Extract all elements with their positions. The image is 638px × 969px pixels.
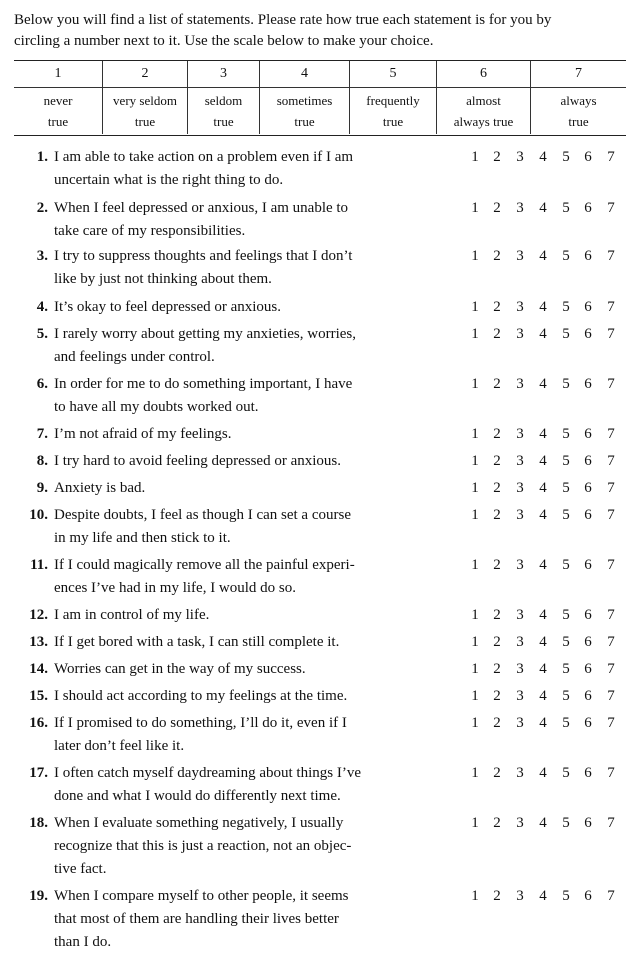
rating-option[interactable]: 3	[516, 765, 524, 781]
rating-option[interactable]: 6	[584, 149, 592, 165]
rating-option[interactable]: 4	[539, 507, 547, 523]
rating-option[interactable]: 1	[471, 248, 479, 264]
scale-label-row	[14, 88, 626, 134]
rating-option[interactable]: 7	[607, 661, 615, 677]
statement-text	[54, 885, 426, 954]
rating-options	[464, 296, 614, 319]
rating-option[interactable]: 5	[562, 715, 570, 731]
rating-option[interactable]: 6	[584, 248, 592, 264]
rating-option[interactable]: 4	[539, 557, 547, 573]
statement-text-line: I should act according to my feelings at the time.	[54, 688, 348, 704]
rating-options	[464, 323, 614, 346]
rating-option[interactable]: 5	[562, 376, 570, 392]
rating-option[interactable]: 1	[471, 326, 479, 342]
rating-option[interactable]: 3	[516, 634, 524, 650]
rating-option[interactable]: 2	[493, 507, 501, 523]
rating-option[interactable]: 7	[607, 248, 615, 264]
statement-text	[54, 631, 426, 654]
scale-label-line: true	[568, 114, 589, 129]
statement-text-line: It’s okay to feel depressed or anxious.	[54, 299, 282, 315]
statement-text-line: I am able to take action on a problem even if I am	[54, 149, 354, 165]
scale-label	[259, 88, 349, 134]
rating-option[interactable]: 4	[539, 715, 547, 731]
statement-text	[54, 762, 426, 808]
statement-text-line: take care of my responsibilities.	[54, 223, 246, 239]
rating-option[interactable]: 7	[607, 634, 615, 650]
rating-option[interactable]: 3	[516, 299, 524, 315]
rating-option[interactable]: 4	[539, 453, 547, 469]
statement-number: 19.	[29, 888, 48, 904]
statement-text-line: I often catch myself daydreaming about things I’ve	[54, 765, 361, 781]
scale-label	[187, 88, 259, 134]
scale-label-line: always true	[453, 114, 514, 129]
rating-option[interactable]: 3	[516, 200, 524, 216]
rating-option[interactable]: 2	[493, 453, 501, 469]
scale-label-line: frequently	[366, 93, 420, 108]
statement-text	[54, 245, 426, 291]
rating-options	[464, 604, 614, 627]
scale-label	[14, 88, 102, 134]
rating-option[interactable]: 6	[584, 426, 592, 442]
statement-text	[54, 450, 426, 473]
statement-text-line: If I get bored with a task, I can still complete it.	[54, 634, 340, 650]
rating-option[interactable]: 4	[539, 426, 547, 442]
rating-option[interactable]: 4	[539, 815, 547, 831]
rating-option[interactable]: 2	[493, 765, 501, 781]
rating-option[interactable]: 2	[493, 426, 501, 442]
scale-label-line: true	[47, 114, 69, 129]
rating-option[interactable]: 4	[539, 634, 547, 650]
rating-option[interactable]: 3	[516, 607, 524, 623]
rating-option[interactable]: 5	[562, 326, 570, 342]
rating-option[interactable]: 6	[584, 326, 592, 342]
rating-option[interactable]: 1	[471, 634, 479, 650]
statement-text	[54, 685, 426, 708]
rating-option[interactable]: 2	[493, 607, 501, 623]
rating-option[interactable]: 1	[471, 688, 479, 704]
rating-options	[464, 450, 614, 473]
rating-option[interactable]: 4	[539, 480, 547, 496]
scale-label-line: always	[560, 93, 597, 108]
statement-text-line: In order for me to do something important, I have	[54, 376, 353, 392]
scale-label-line: never	[43, 93, 73, 108]
statement-text-line: in my life and then stick to it.	[54, 530, 231, 546]
rating-option[interactable]: 3	[516, 326, 524, 342]
statement-text-line: Worries can get in the way of my success.	[54, 661, 306, 677]
rating-options	[464, 685, 614, 708]
rating-option[interactable]: 3	[516, 480, 524, 496]
rating-option[interactable]: 5	[562, 815, 570, 831]
rating-option[interactable]: 2	[493, 815, 501, 831]
rating-option[interactable]: 1	[471, 765, 479, 781]
statement-number: 4.	[36, 299, 48, 315]
scale-number-row	[14, 61, 626, 88]
rating-option[interactable]: 3	[516, 248, 524, 264]
rating-option[interactable]: 6	[584, 888, 592, 904]
rating-option[interactable]: 3	[516, 507, 524, 523]
statement-text	[54, 296, 426, 319]
scale-label-line: seldom	[204, 93, 243, 108]
rating-option[interactable]: 7	[607, 557, 615, 573]
rating-option[interactable]: 6	[584, 661, 592, 677]
rating-option[interactable]: 3	[516, 149, 524, 165]
rating-option[interactable]: 4	[539, 149, 547, 165]
rating-option[interactable]: 1	[471, 376, 479, 392]
statement-text-line: I try hard to avoid feeling depressed or anxious.	[54, 453, 341, 469]
rating-options	[464, 146, 614, 169]
rating-option[interactable]: 2	[493, 299, 501, 315]
statement-text	[54, 604, 426, 627]
rating-option[interactable]: 2	[493, 326, 501, 342]
rating-option[interactable]: 2	[493, 634, 501, 650]
statement-text-line: If I could magically remove all the painful experi-	[54, 557, 355, 573]
scale-number: 7	[530, 61, 626, 87]
rating-option[interactable]: 7	[607, 507, 615, 523]
rating-option[interactable]: 3	[516, 453, 524, 469]
rating-option[interactable]: 5	[562, 557, 570, 573]
instructions	[14, 10, 626, 52]
rating-option[interactable]: 7	[607, 326, 615, 342]
rating-option[interactable]: 5	[562, 507, 570, 523]
statement-text-line: I rarely worry about getting my anxieties, worries,	[54, 326, 356, 342]
scale-label	[102, 88, 187, 134]
statement-text-line: later don’t feel like it.	[54, 738, 185, 754]
rating-option[interactable]: 5	[562, 634, 570, 650]
rating-option[interactable]: 5	[562, 480, 570, 496]
statement-number: 3.	[36, 248, 48, 264]
statement-number: 16.	[29, 715, 48, 731]
statement-number: 18.	[29, 815, 48, 831]
rating-option[interactable]: 4	[539, 661, 547, 677]
rating-option[interactable]: 6	[584, 299, 592, 315]
rating-option[interactable]: 7	[607, 299, 615, 315]
statement-text-line: I’m not afraid of my feelings.	[54, 426, 232, 442]
rating-option[interactable]: 1	[471, 815, 479, 831]
statement-text-line: I am in control of my life.	[54, 607, 210, 623]
rating-option[interactable]: 4	[539, 326, 547, 342]
rating-option[interactable]: 6	[584, 453, 592, 469]
rating-option[interactable]: 4	[539, 248, 547, 264]
statement-text-line: Anxiety is bad.	[54, 480, 146, 496]
statement-text-line: to have all my doubts worked out.	[54, 399, 259, 415]
rating-option[interactable]: 2	[493, 888, 501, 904]
rating-option[interactable]: 4	[539, 688, 547, 704]
statement-text-line: tive fact.	[54, 861, 107, 877]
rating-option[interactable]: 1	[471, 453, 479, 469]
rating-option[interactable]: 5	[562, 765, 570, 781]
rating-option[interactable]: 4	[539, 200, 547, 216]
statement-text	[54, 323, 426, 369]
statement-number: 9.	[36, 480, 48, 496]
rating-option[interactable]: 1	[471, 507, 479, 523]
rating-option[interactable]: 5	[562, 299, 570, 315]
statement-text-line: Despite doubts, I feel as though I can set a course	[54, 507, 351, 523]
rating-options	[464, 423, 614, 446]
scale-number: 4	[259, 61, 349, 87]
rating-option[interactable]: 1	[471, 149, 479, 165]
rating-options	[464, 631, 614, 654]
scale-label-line: true	[213, 114, 234, 129]
rating-option[interactable]: 1	[471, 888, 479, 904]
rating-option[interactable]: 2	[493, 376, 501, 392]
rating-options	[464, 504, 614, 527]
rating-options	[464, 197, 614, 220]
scale-number: 2	[102, 61, 187, 87]
statement-text-line: than I do.	[54, 934, 112, 950]
instructions-line: circling a number next to it. Use the scale below to make your choice.	[14, 33, 434, 49]
rating-options	[464, 812, 614, 835]
statement-number: 7.	[36, 426, 48, 442]
scale-label-line: sometimes	[276, 93, 333, 108]
rating-option[interactable]: 3	[516, 888, 524, 904]
rating-option[interactable]: 5	[562, 607, 570, 623]
rating-options	[464, 762, 614, 785]
rating-option[interactable]: 5	[562, 426, 570, 442]
statement-text-line: If I promised to do something, I’ll do it, even if I	[54, 715, 347, 731]
rating-scale-table	[14, 60, 626, 136]
scale-label	[436, 88, 530, 134]
rating-option[interactable]: 2	[493, 200, 501, 216]
rating-option[interactable]: 2	[493, 480, 501, 496]
scale-label-line: almost	[466, 93, 501, 108]
rating-option[interactable]: 7	[607, 200, 615, 216]
statement-text-line: When I feel depressed or anxious, I am unable to	[54, 200, 349, 216]
rating-option[interactable]: 4	[539, 376, 547, 392]
rating-option[interactable]: 1	[471, 200, 479, 216]
rating-option[interactable]: 4	[539, 765, 547, 781]
rating-option[interactable]: 5	[562, 688, 570, 704]
rating-option[interactable]: 3	[516, 661, 524, 677]
statement-number: 13.	[29, 634, 48, 650]
rating-option[interactable]: 7	[607, 149, 615, 165]
rating-option[interactable]: 3	[516, 426, 524, 442]
rating-option[interactable]: 1	[471, 715, 479, 731]
scale-label-line: very seldom	[113, 93, 177, 108]
rating-option[interactable]: 7	[607, 815, 615, 831]
statement-text-line: uncertain what is the right thing to do.	[54, 172, 284, 188]
statement-text-line: like by just not thinking about them.	[54, 271, 272, 287]
rating-option[interactable]: 7	[607, 607, 615, 623]
rating-option[interactable]: 6	[584, 765, 592, 781]
rating-option[interactable]: 5	[562, 200, 570, 216]
statement-text-line: When I compare myself to other people, it seems	[54, 888, 349, 904]
statement-text	[54, 373, 426, 419]
statement-number: 11.	[30, 557, 48, 573]
rating-option[interactable]: 6	[584, 688, 592, 704]
rating-option[interactable]: 6	[584, 715, 592, 731]
rating-option[interactable]: 1	[471, 661, 479, 677]
scale-number: 3	[187, 61, 259, 87]
rating-option[interactable]: 2	[493, 149, 501, 165]
rating-options	[464, 554, 614, 577]
statement-text-line: recognize that this is just a reaction, not an objec-	[54, 838, 352, 854]
statement-number: 15.	[29, 688, 48, 704]
rating-option[interactable]: 6	[584, 376, 592, 392]
rating-option[interactable]: 7	[607, 688, 615, 704]
rating-option[interactable]: 3	[516, 557, 524, 573]
rating-option[interactable]: 7	[607, 426, 615, 442]
rating-option[interactable]: 1	[471, 299, 479, 315]
statement-number: 17.	[29, 765, 48, 781]
rating-option[interactable]: 2	[493, 688, 501, 704]
rating-option[interactable]: 7	[607, 765, 615, 781]
rating-option[interactable]: 5	[562, 888, 570, 904]
rating-option[interactable]: 6	[584, 557, 592, 573]
rating-option[interactable]: 3	[516, 815, 524, 831]
rating-options	[464, 712, 614, 735]
statement-text-line: When I evaluate something negatively, I usually	[54, 815, 344, 831]
statement-text	[54, 658, 426, 681]
rating-options	[464, 658, 614, 681]
statement-text	[54, 423, 426, 446]
rating-option[interactable]: 6	[584, 607, 592, 623]
rating-option[interactable]: 1	[471, 426, 479, 442]
rating-option[interactable]: 2	[493, 661, 501, 677]
rating-options	[464, 373, 614, 396]
statement-text	[54, 477, 426, 500]
rating-option[interactable]: 6	[584, 815, 592, 831]
rating-option[interactable]: 1	[471, 607, 479, 623]
statement-text-line: done and what I would do differently next time.	[54, 788, 341, 804]
rating-option[interactable]: 2	[493, 248, 501, 264]
scale-label	[530, 88, 626, 134]
statement-text	[54, 712, 426, 758]
instructions-line: Below you will find a list of statements. Please rate how true each statement is for you by	[14, 12, 552, 28]
rating-option[interactable]: 3	[516, 715, 524, 731]
rating-option[interactable]: 4	[539, 607, 547, 623]
rating-option[interactable]: 3	[516, 688, 524, 704]
rating-option[interactable]: 7	[607, 480, 615, 496]
statement-text	[54, 504, 426, 550]
statement-number: 14.	[29, 661, 48, 677]
scale-label	[349, 88, 436, 134]
statement-text	[54, 146, 426, 192]
rating-option[interactable]: 2	[493, 557, 501, 573]
statement-text-line: that most of them are handling their lives better	[54, 911, 339, 927]
rating-option[interactable]: 7	[607, 376, 615, 392]
statement-number: 12.	[29, 607, 48, 623]
scale-number: 5	[349, 61, 436, 87]
rating-option[interactable]: 5	[562, 453, 570, 469]
rating-option[interactable]: 7	[607, 888, 615, 904]
statement-number: 5.	[36, 326, 48, 342]
statement-text	[54, 197, 426, 243]
statement-number: 10.	[29, 507, 48, 523]
rating-option[interactable]: 2	[493, 715, 501, 731]
rating-option[interactable]: 4	[539, 299, 547, 315]
scale-label-line: true	[134, 114, 156, 129]
scale-label-line: true	[294, 114, 315, 129]
rating-option[interactable]: 5	[562, 149, 570, 165]
rating-option[interactable]: 3	[516, 376, 524, 392]
statement-number: 2.	[36, 200, 48, 216]
rating-option[interactable]: 6	[584, 200, 592, 216]
rating-option[interactable]: 6	[584, 507, 592, 523]
rating-option[interactable]: 5	[562, 661, 570, 677]
rating-option[interactable]: 7	[607, 715, 615, 731]
scale-number: 6	[436, 61, 530, 87]
rating-options	[464, 245, 614, 268]
statement-number: 8.	[36, 453, 48, 469]
rating-option[interactable]: 4	[539, 888, 547, 904]
rating-options	[464, 477, 614, 500]
statement-text	[54, 554, 426, 600]
rating-option[interactable]: 1	[471, 480, 479, 496]
scale-label-line: true	[382, 114, 404, 129]
statement-number: 1.	[36, 149, 48, 165]
rating-option[interactable]: 7	[607, 453, 615, 469]
statement-text	[54, 812, 426, 881]
statement-text-line: I try to suppress thoughts and feelings that I don’t	[54, 248, 353, 264]
rating-option[interactable]: 5	[562, 248, 570, 264]
statement-number: 6.	[36, 376, 48, 392]
scale-number: 1	[54, 66, 62, 81]
rating-option[interactable]: 1	[471, 557, 479, 573]
rating-option[interactable]: 6	[584, 480, 592, 496]
rating-option[interactable]: 6	[584, 634, 592, 650]
statement-text-line: ences I’ve had in my life, I would do so.	[54, 580, 297, 596]
rating-options	[464, 885, 614, 908]
statement-text-line: and feelings under control.	[54, 349, 215, 365]
